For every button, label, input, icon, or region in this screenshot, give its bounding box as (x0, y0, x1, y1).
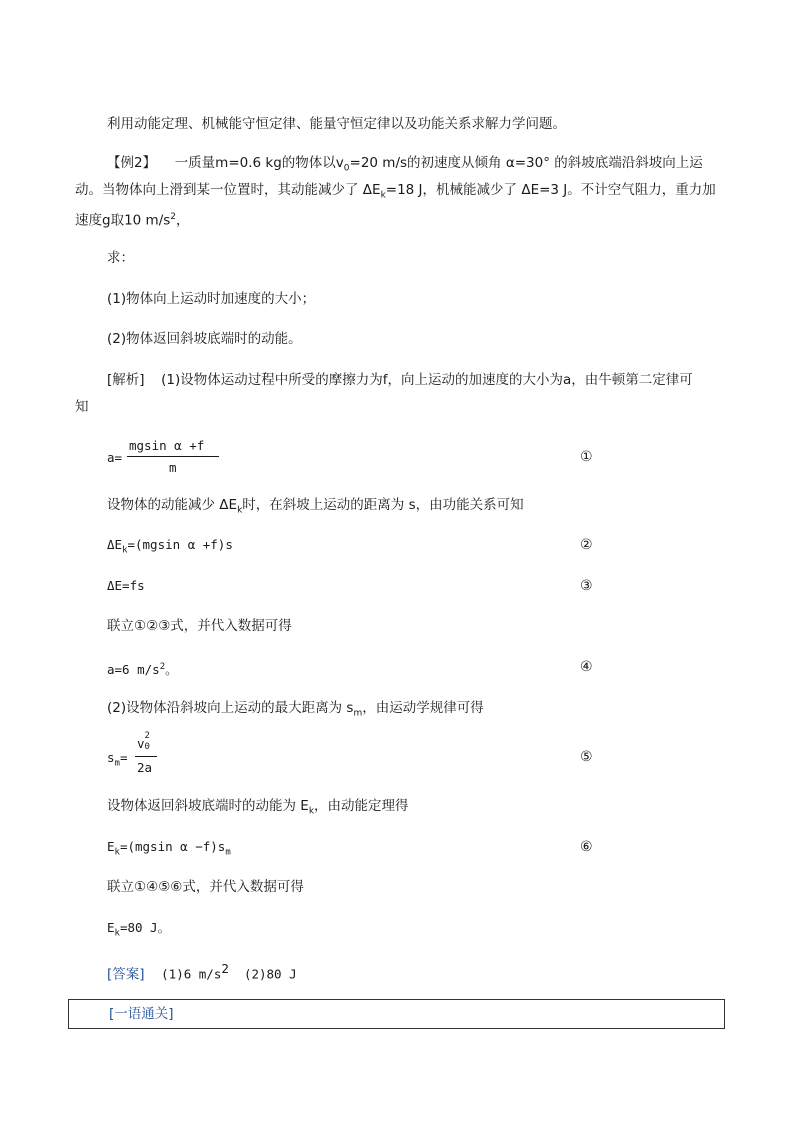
summary-box-label: [一语通关] (109, 1006, 174, 1022)
question-2: (2)物体返回斜坡底端时的动能。 (107, 331, 302, 347)
example-label: 【例2】 (107, 155, 157, 171)
example-line-3: 速度g取10 $m/s^2$， (75, 212, 190, 229)
solution-para-1-cont: 知 (75, 399, 89, 415)
equation-3-number: ③ (580, 578, 593, 594)
equation-4-number: ④ (580, 659, 593, 675)
equation-2: $\Delta E_k=(mgsin$ α +f)s (107, 537, 233, 556)
solution-para-3: 联立①②③式，并代入数据可得 (107, 618, 292, 634)
equation-6-number: ⑥ (580, 839, 593, 855)
summary-box (68, 999, 725, 1029)
equation-1-number: ① (580, 449, 593, 465)
example-line-2: 动。当物体向上滑到某一位置时，其动能减少了 $\Delta E_k=18$ J，机械能减少了 ΔE=3 J。不计空气阻力，重力加 (75, 182, 716, 201)
answer-line: [答案] (1)6 $m/s^2$ (2)80 J (107, 961, 297, 983)
equation-3: ΔE=fs (107, 578, 145, 593)
fraction-bar (127, 456, 219, 457)
equation-2-number: ② (580, 537, 593, 553)
fraction-bar (135, 756, 157, 757)
equation-5-number: ⑤ (580, 749, 593, 765)
equation-5: $s_m=$ v 2 0 2a (107, 738, 187, 778)
solution-para-5: 设物体返回斜坡底端时的动能为 $E_k$，由动能定理得 (107, 798, 409, 817)
equation-7: $E_k=80$ J。 (107, 920, 171, 939)
solution-para-1: [解析] (1)设物体运动过程中所受的摩擦力为f，向上运动的加速度的大小为a，由牛顿第二定律可 (107, 372, 693, 388)
equation-6: $E_k=(mgsin$ $\alpha -f)s_m$ (107, 839, 231, 858)
solution-label: [解析] (107, 372, 145, 388)
answer-label: [答案] (107, 966, 145, 983)
equation-4: a=6 $m/s^2$。 (107, 662, 178, 678)
solution-para-2: 设物体的动能减少 $\Delta E_k$时，在斜坡上运动的距离为 s，由功能关系可知 (107, 497, 524, 516)
solution-para-4: (2)设物体沿斜坡向上运动的最大距离为 $s_m$，由运动学规律可得 (107, 700, 484, 719)
example-line-1: 【例2】 一质量m=0.6 kg的物体以$v_0=20$ m/s的初速度从倾角 α=30° 的斜坡底端沿斜坡向上运 (107, 155, 703, 174)
equation-1: a= mgsin α +f m (107, 438, 227, 478)
solution-para-6: 联立①④⑤⑥式，并代入数据可得 (107, 879, 304, 895)
question-1: (1)物体向上运动时加速度的大小； (107, 291, 316, 307)
intro-text: 利用动能定理、机械能守恒定律、能量守恒定律以及功能关系求解力学问题。 (107, 116, 566, 132)
ask-text: 求： (107, 250, 134, 266)
